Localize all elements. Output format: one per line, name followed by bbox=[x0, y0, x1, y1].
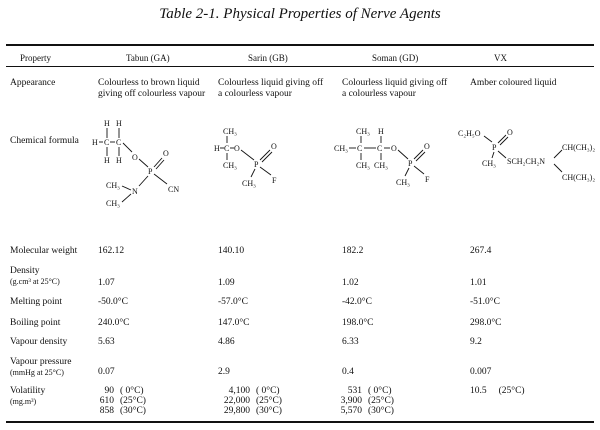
soman-structure bbox=[334, 122, 444, 192]
sarin-o1: O bbox=[234, 144, 240, 153]
volatility-tabun-row: 90 ( 0°C) bbox=[104, 386, 144, 396]
appearance-soman-line2: a colourless vapour bbox=[342, 89, 416, 99]
volatility-soman-row: 531 ( 0°C) bbox=[347, 386, 392, 396]
density-vx: 1.01 bbox=[470, 278, 487, 288]
appearance-tabun-line1: Colourless to brown liquid bbox=[98, 78, 200, 88]
sarin-ch3b: CH₃ bbox=[223, 161, 237, 170]
mw-soman: 182.2 bbox=[342, 246, 364, 256]
label-vapour-pressure: Vapour pressure bbox=[10, 357, 72, 367]
vx-chain: SCH₂CH₂N bbox=[507, 157, 546, 166]
appearance-vx-line1: Amber coloured liquid bbox=[470, 78, 557, 88]
header-soman: Soman (GD) bbox=[372, 53, 419, 63]
vx-ipr1: CH(CH₃)₂ bbox=[562, 143, 596, 152]
bp-vx: 298.0°C bbox=[470, 318, 502, 328]
vd-soman: 6.33 bbox=[342, 337, 359, 347]
soman-ch3a: CH₃ bbox=[356, 127, 370, 136]
tabun-structure bbox=[92, 118, 202, 210]
sarin-c: C bbox=[224, 144, 230, 153]
vx-o: O bbox=[507, 128, 513, 137]
mp-vx: -51.0°C bbox=[470, 297, 500, 307]
label-volatility: Volatility bbox=[10, 386, 46, 396]
label-boiling-point: Boiling point bbox=[10, 318, 61, 328]
volatility-soman-row: 3,900 (25°C) bbox=[340, 396, 394, 406]
vd-sarin: 4.86 bbox=[218, 337, 235, 347]
label-appearance: Appearance bbox=[10, 78, 56, 88]
tabun-ch3a: CH₃ bbox=[106, 181, 120, 190]
volatility-soman bbox=[334, 386, 394, 416]
tabun-o1: O bbox=[132, 153, 138, 162]
appearance-tabun-line2: giving off colourless vapour bbox=[98, 89, 206, 99]
soman-ch3d: CH₃ bbox=[374, 161, 388, 170]
soman-p: P bbox=[408, 159, 413, 168]
soman-o1: O bbox=[391, 144, 397, 153]
soman-h: H bbox=[378, 127, 384, 136]
tabun-cn: CN bbox=[168, 185, 180, 194]
sarin-p: P bbox=[254, 160, 259, 169]
mp-sarin: -57.0°C bbox=[218, 297, 248, 307]
tabun-h3: H bbox=[92, 138, 98, 147]
volatility-sarin bbox=[212, 386, 282, 416]
label-density: Density bbox=[10, 266, 40, 276]
label-melting-point: Melting point bbox=[10, 297, 62, 307]
appearance-sarin-line2: a colourless vapour bbox=[218, 89, 292, 99]
mp-tabun: -50.0°C bbox=[98, 297, 128, 307]
vp-soman: 0.4 bbox=[342, 367, 354, 377]
sarin-f: F bbox=[272, 176, 277, 185]
label-density-units: (g.cm³ at 25°C) bbox=[10, 277, 60, 286]
header-sarin: Sarin (GB) bbox=[248, 53, 288, 63]
vp-vx: 0.007 bbox=[470, 367, 492, 377]
sarin-ch3c: CH₃ bbox=[242, 179, 256, 188]
density-sarin: 1.09 bbox=[218, 278, 235, 288]
volatility-tabun-row: 858 (30°C) bbox=[99, 406, 146, 416]
bp-tabun: 240.0°C bbox=[98, 318, 130, 328]
soman-c2: C bbox=[377, 144, 383, 153]
label-chemical-formula: Chemical formula bbox=[10, 136, 79, 146]
volatility-sarin-row: 22,000 (25°C) bbox=[223, 396, 282, 406]
volatility-tabun bbox=[92, 386, 146, 416]
tabun-o2: O bbox=[163, 149, 169, 158]
tabun-p: P bbox=[148, 167, 153, 176]
tabun-h1: H bbox=[104, 119, 110, 128]
density-tabun: 1.07 bbox=[98, 278, 115, 288]
soman-c1: C bbox=[357, 144, 363, 153]
soman-ch3e: CH₃ bbox=[396, 178, 410, 187]
tabun-h5: H bbox=[116, 156, 122, 165]
volatility-tabun-row: 610 (25°C) bbox=[99, 396, 146, 406]
bp-sarin: 147.0°C bbox=[218, 318, 250, 328]
mw-sarin: 140.10 bbox=[218, 246, 245, 256]
volatility-sarin-row: 4,100 ( 0°C) bbox=[228, 386, 280, 396]
mp-soman: -42.0°C bbox=[342, 297, 372, 307]
volatility-vx-row: 10.5 (25°C) bbox=[470, 386, 525, 396]
volatility-soman-row: 5,570 (30°C) bbox=[340, 406, 394, 416]
header-tabun: Tabun (GA) bbox=[126, 53, 170, 63]
appearance-soman-line1: Colourless liquid giving off bbox=[342, 78, 448, 88]
tabun-ch3b: CH₃ bbox=[106, 199, 120, 208]
soman-ch3b: CH₃ bbox=[334, 144, 348, 153]
density-soman: 1.02 bbox=[342, 278, 359, 288]
volatility-sarin-row: 29,800 (30°C) bbox=[223, 406, 282, 416]
tabun-h2: H bbox=[116, 119, 122, 128]
vp-sarin: 2.9 bbox=[218, 367, 230, 377]
soman-ch3c: CH₃ bbox=[356, 161, 370, 170]
header-vx: VX bbox=[494, 53, 507, 63]
mw-tabun: 162.12 bbox=[98, 246, 125, 256]
sarin-o2: O bbox=[271, 142, 277, 151]
volatility-vx bbox=[470, 386, 525, 396]
sarin-structure bbox=[214, 122, 314, 192]
soman-f: F bbox=[425, 175, 430, 184]
vx-p: P bbox=[492, 143, 497, 152]
sarin-ch3a: CH₃ bbox=[223, 127, 237, 136]
soman-o2: O bbox=[424, 142, 430, 151]
bottom-rule bbox=[6, 421, 594, 423]
table-title: Table 2-1. Physical Properties of Nerve Agents bbox=[159, 6, 441, 22]
header-rule bbox=[6, 66, 594, 67]
label-volatility-units: (mg.m³) bbox=[10, 397, 37, 406]
bp-soman: 198.0°C bbox=[342, 318, 374, 328]
tabun-n: N bbox=[132, 187, 138, 196]
sarin-h: H bbox=[214, 144, 220, 153]
vx-structure bbox=[458, 126, 598, 186]
top-rule bbox=[6, 44, 594, 46]
vp-tabun: 0.07 bbox=[98, 367, 115, 377]
label-molecular-weight: Molecular weight bbox=[10, 246, 78, 256]
label-vapour-pressure-units: (mmHg at 25°C) bbox=[10, 368, 64, 377]
vd-tabun: 5.63 bbox=[98, 337, 115, 347]
label-vapour-density: Vapour density bbox=[10, 337, 68, 347]
header-property: Property bbox=[20, 53, 51, 63]
tabun-c1: C bbox=[104, 138, 110, 147]
vd-vx: 9.2 bbox=[470, 337, 482, 347]
vx-ipr2: CH(CH₃)₂ bbox=[562, 173, 596, 182]
mw-vx: 267.4 bbox=[470, 246, 492, 256]
tabun-h4: H bbox=[104, 156, 110, 165]
appearance-sarin-line1: Colourless liquid giving off bbox=[218, 78, 324, 88]
tabun-c2: C bbox=[116, 138, 122, 147]
vx-ch3: CH₃ bbox=[482, 159, 496, 168]
vx-c2h5o: C₂H₅O bbox=[458, 129, 481, 138]
